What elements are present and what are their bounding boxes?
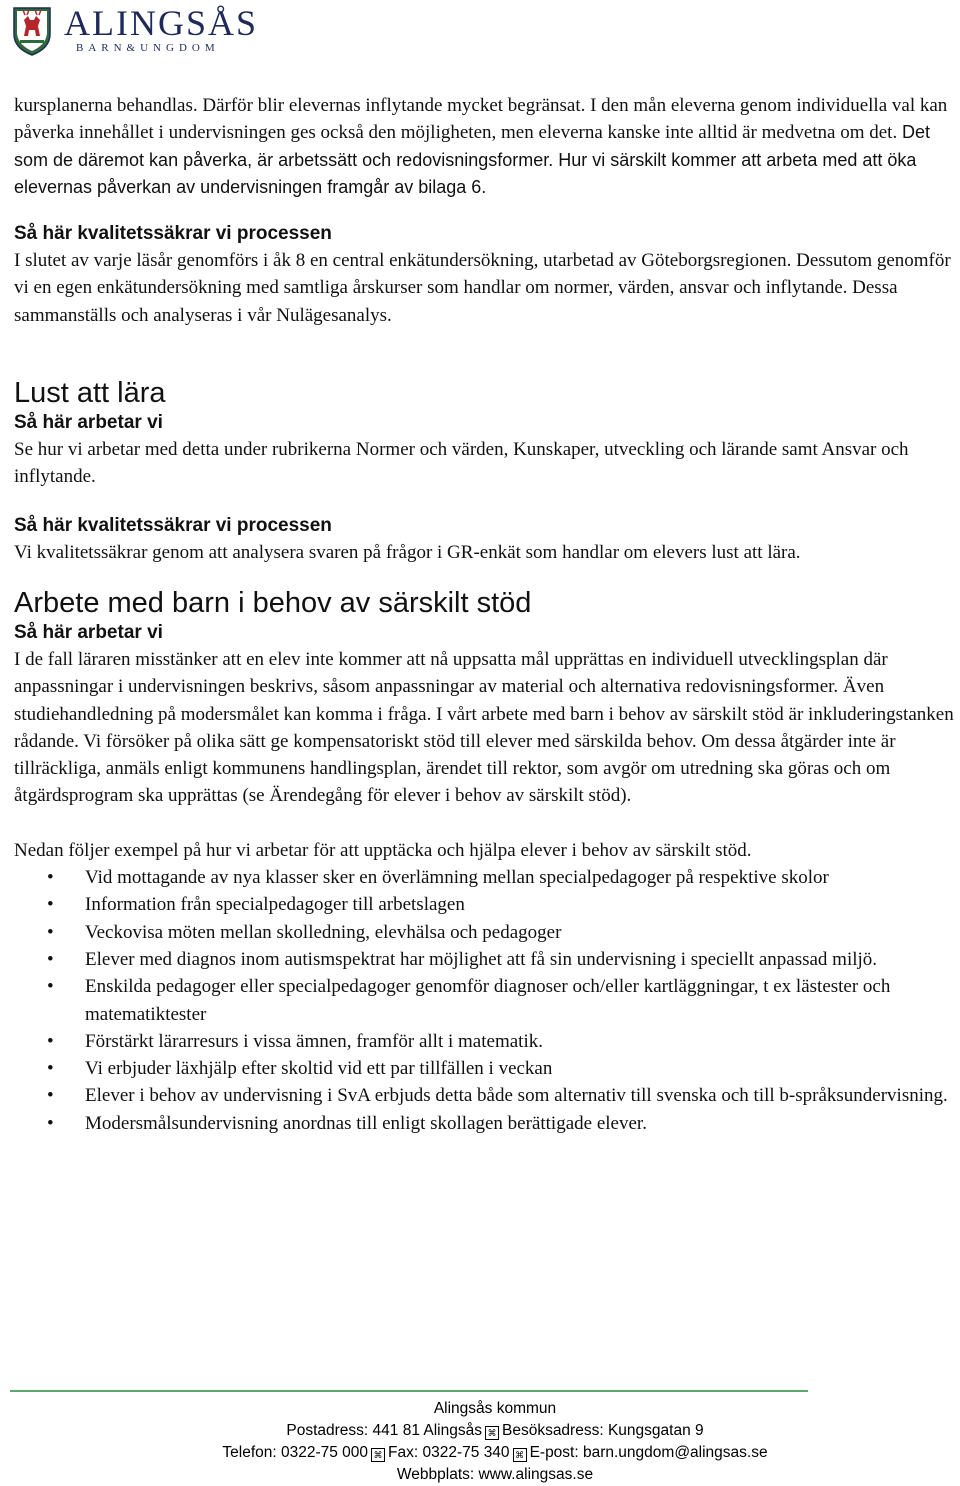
bullet-glyph: • bbox=[47, 976, 54, 998]
list-intro: Nedan följer exempel på hur vi arbetar för att upptäcka och hjälpa elever i behov av särskilt stöd. bbox=[14, 839, 752, 861]
lust-paragraph-1: Se hur vi arbetar med detta under rubrikerna Normer och värden, Kunskaper, utveckling och lärande samt Ansvar och inflytande. bbox=[14, 439, 909, 488]
footer-address-line bbox=[0, 1420, 960, 1442]
page-footer bbox=[0, 1398, 960, 1486]
list-item: • Elever i behov av undervisning i SvA erbjuds detta både som alternativ till svenska och till b-språksundervisning. bbox=[14, 1082, 960, 1109]
bullet-glyph: • bbox=[47, 867, 54, 889]
separator-icon: ⌘ bbox=[485, 1426, 499, 1440]
support-list bbox=[14, 864, 960, 1137]
intro-sentence-1: kursplanerna behandlas. Därför blir elevernas inflytande mycket begränsat. I den mån eleverna genom individuella val kan påverka innehållet i undervisningen ges också den möjligheten, men eleverna kanske inte alltid är medvetna om det. bbox=[14, 95, 948, 144]
list-item: • Förstärkt lärarresurs i vissa ämnen, framför allt i matematik. bbox=[14, 1028, 960, 1055]
footer-org: Alingsås kommun bbox=[433, 1400, 557, 1417]
bullet-glyph: • bbox=[47, 894, 54, 916]
footer-email: E-post: barn.ungdom@alingsas.se bbox=[529, 1444, 768, 1461]
quality-sentence-2: Dessutom genomför vi en egen enkätundersökning med samtliga årskurser som handlar om normer, värden, ansvar och inflytande. Dessa sammanställs och analyseras i vår Nulägesanalys. bbox=[14, 250, 951, 326]
bullet-glyph: • bbox=[47, 1112, 54, 1134]
subheading-quality: Så här kvalitetssäkrar vi processen bbox=[14, 514, 332, 536]
separator-icon: ⌘ bbox=[371, 1448, 385, 1462]
coat-of-arms-icon bbox=[12, 6, 52, 56]
list-item: • Information från specialpedagoger till arbetslagen bbox=[14, 891, 960, 918]
footer-phone: Telefon: 0322-75 000 bbox=[222, 1444, 369, 1461]
logo-name: ALINGSÅS bbox=[64, 3, 259, 43]
bullet-glyph: • bbox=[47, 1030, 54, 1052]
footer-website: Webbplats: www.alingsas.se bbox=[396, 1466, 594, 1483]
list-item: • Veckovisa möten mellan skolledning, elevhälsa och pedagoger bbox=[14, 919, 960, 946]
bullet-glyph: • bbox=[47, 1058, 54, 1080]
intro-paragraph bbox=[14, 92, 960, 201]
alingsas-logo bbox=[12, 3, 259, 54]
lust-paragraph-2: Vi kvalitetssäkrar genom att analysera svaren på frågor i GR-enkät som handlar om elevers lust att lära. bbox=[14, 541, 801, 563]
quality-sentence-1: I slutet av varje läsår genomförs i åk 8 en central enkätundersökning, utarbetad av Göteborgsregionen. bbox=[14, 250, 797, 272]
separator-icon: ⌘ bbox=[513, 1448, 527, 1462]
bullet-glyph: • bbox=[47, 921, 54, 943]
bullet-glyph: • bbox=[47, 1085, 54, 1107]
footer-fax: Fax: 0322-75 340 bbox=[388, 1444, 510, 1461]
footer-contact-line bbox=[0, 1442, 960, 1464]
stod-paragraph: I de fall läraren misstänker att en elev inte kommer att nå uppsatta mål upprättas en individuell utvecklingsplan där anpassningar i undervisningen beskrivs, såsom anpassningar av material och alternativa redovisningsformer. Även studiehandledning på modersmålet kan komma i fråga. I vårt arbete med barn i behov av särskilt stöd är inkluderingstanken rådande. Vi försöker på olika sätt ge kompensatoriskt stöd till elever med särskilda behov. Om dessa åtgärder inte är tillräckliga, anmäls enligt kommunens handlingsplan, ärendet till rektor, som avgör om utredning ska göras och om åtgärdsprogram ska upprättas (se Ärendegång för elever i behov av särskilt stöd). bbox=[14, 648, 954, 807]
subheading-work: Så här arbetar vi bbox=[14, 412, 163, 434]
footer-postal: Postadress: 441 81 Alingsås bbox=[286, 1422, 482, 1439]
bullet-glyph: • bbox=[47, 948, 54, 970]
list-item: • Vi erbjuder läxhjälp efter skoltid vid ett par tillfällen i veckan bbox=[14, 1055, 960, 1082]
logo-subtitle: BARN&UNGDOM bbox=[76, 42, 220, 54]
footer-divider bbox=[10, 1390, 808, 1392]
list-item: • Modersmålsundervisning anordnas till enligt skollagen berättigade elever. bbox=[14, 1110, 960, 1137]
quality-paragraph bbox=[14, 247, 960, 329]
intro-sentence-2: Det som de däremot kan påverka, är arbetssätt och redovisningsformer. Hur vi särskilt kommer att arbeta med att öka elevernas påverkan av undervisningen framgår av bilaga 6. bbox=[14, 122, 930, 197]
heading-sarskilt-stod: Arbete med barn i behov av särskilt stöd bbox=[14, 586, 532, 619]
list-item: • Elever med diagnos inom autismspektrat har möjlighet att få sin undervisning i speciellt anpassad miljö. bbox=[14, 946, 960, 973]
document-body bbox=[14, 92, 960, 1137]
list-item: • Enskilda pedagoger eller specialpedagoger genomför diagnoser och/eller kartläggningar, t ex lästester och matematiktester bbox=[14, 973, 960, 1028]
footer-visit: Besöksadress: Kungsgatan 9 bbox=[501, 1422, 704, 1439]
section-heading-quality: Så här kvalitetssäkrar vi processen bbox=[14, 223, 332, 245]
subheading-stod-work: Så här arbetar vi bbox=[14, 621, 163, 643]
heading-lust-att-lara: Lust att lära bbox=[14, 377, 166, 410]
list-item: • Vid mottagande av nya klasser sker en överlämning mellan specialpedagoger på respektive skolor bbox=[14, 864, 960, 891]
